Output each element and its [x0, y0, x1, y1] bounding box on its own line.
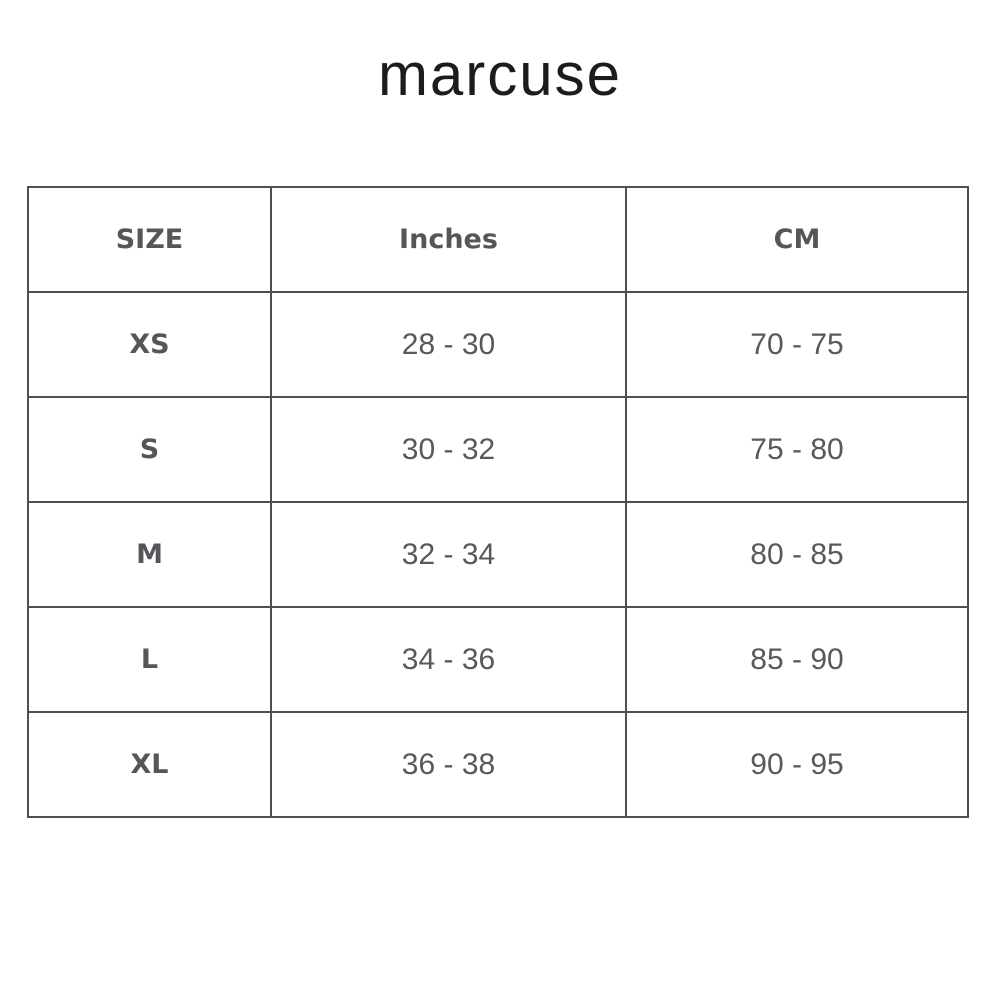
table-row-l	[28, 607, 968, 712]
column-header-inches: Inches	[271, 187, 626, 292]
inches-value-xl: 36 - 38	[271, 712, 626, 817]
cm-value-s: 75 - 80	[626, 397, 968, 502]
header-row	[28, 187, 968, 292]
inches-value-l: 34 - 36	[271, 607, 626, 712]
cm-value-l: 85 - 90	[626, 607, 968, 712]
size-label-xs: XS	[28, 292, 271, 397]
size-label-xl: XL	[28, 712, 271, 817]
inches-value-m: 32 - 34	[271, 502, 626, 607]
inches-value-s: 30 - 32	[271, 397, 626, 502]
cm-value-xs: 70 - 75	[626, 292, 968, 397]
inches-value-xs: 28 - 30	[271, 292, 626, 397]
cm-value-xl: 90 - 95	[626, 712, 968, 817]
size-label-m: M	[28, 502, 271, 607]
cm-value-m: 80 - 85	[626, 502, 968, 607]
table-row-m	[28, 502, 968, 607]
column-header-size: SIZE	[28, 187, 271, 292]
size-chart-table	[27, 186, 969, 818]
brand-title: marcuse	[377, 41, 623, 108]
table-row-s	[28, 397, 968, 502]
size-label-l: L	[28, 607, 271, 712]
column-header-cm: CM	[626, 187, 968, 292]
table-row-xs	[28, 292, 968, 397]
size-label-s: S	[28, 397, 271, 502]
table-row-xl	[28, 712, 968, 817]
